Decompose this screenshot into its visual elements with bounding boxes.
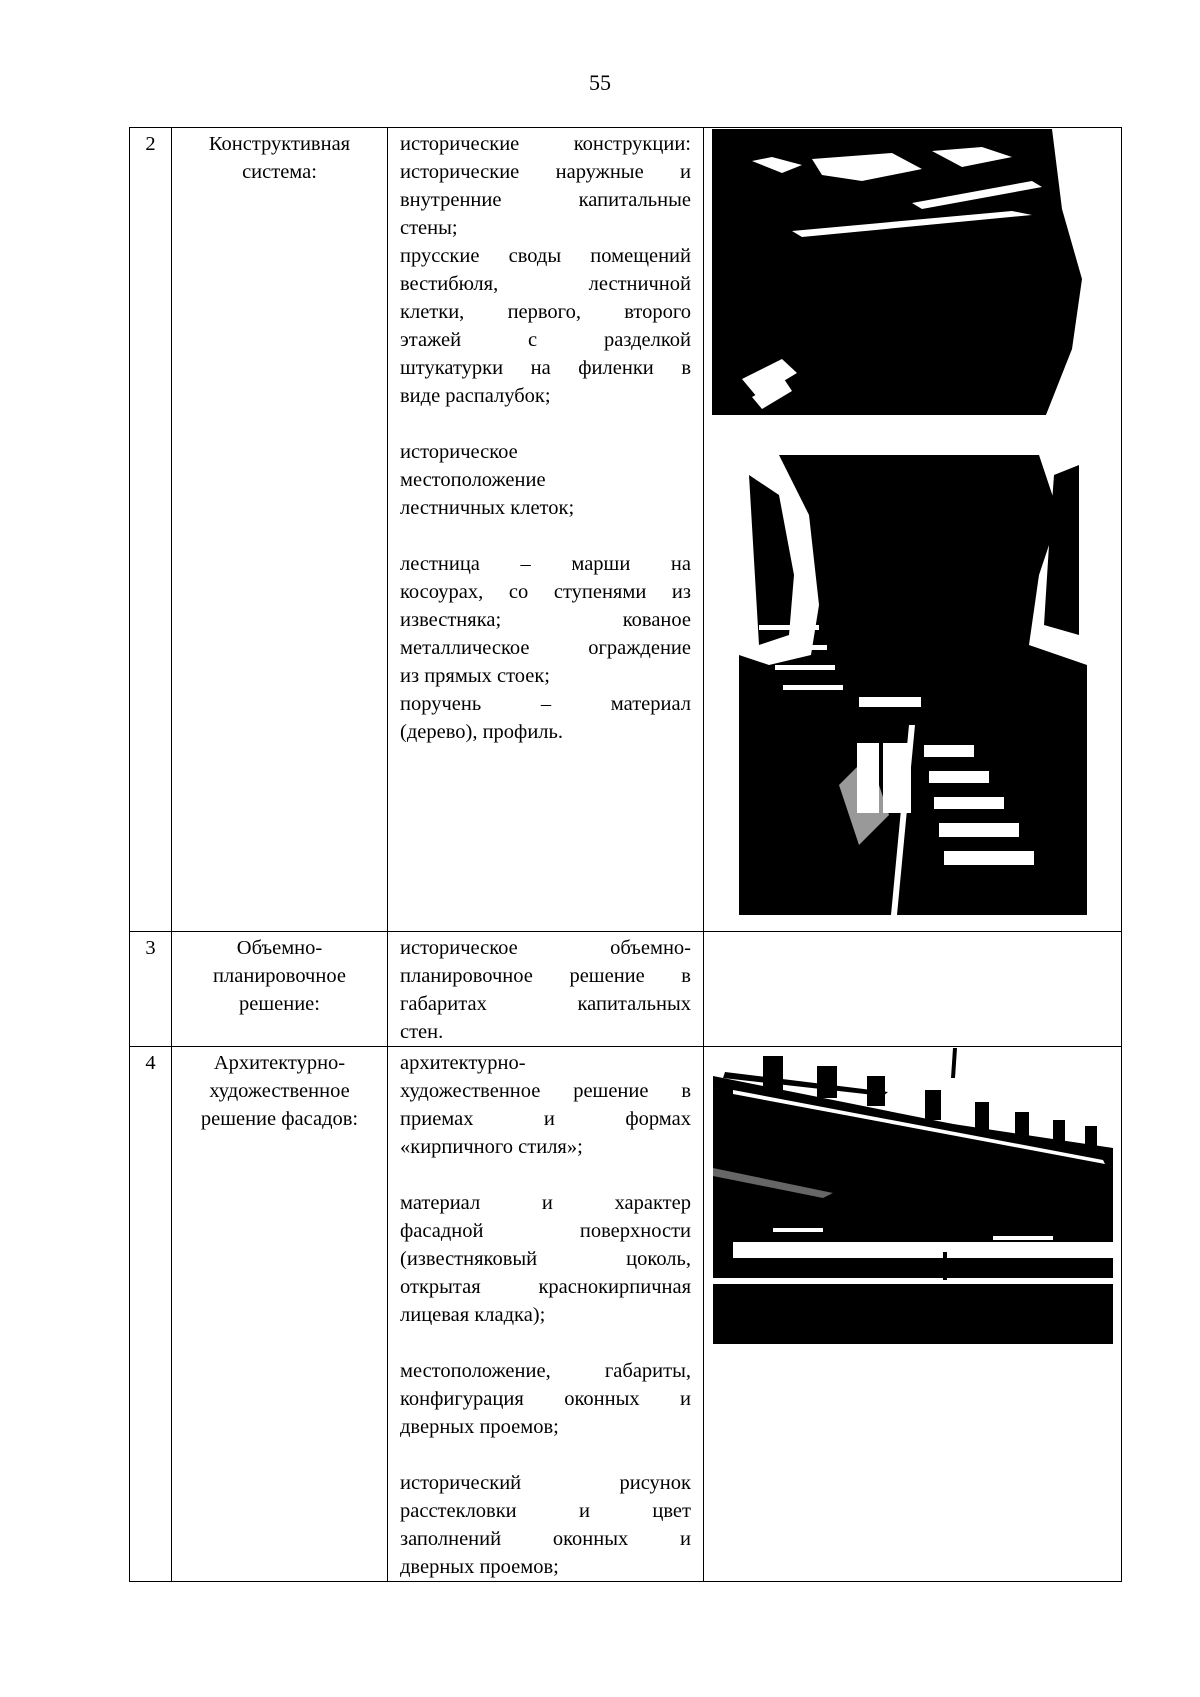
row-description [388,1047,704,1582]
row-subject-name: Архитектурно-художественное решение фасадов: [172,1047,388,1582]
paragraph: лестница – марши на косоурах, со ступенями из известняка; кованое металлическое ограждение из прямых стоек; поручень – материал (дерево), профиль. [400,553,691,743]
row-number: 4 [130,1047,172,1582]
paragraph: архитектурно- художественное решение в приемах и формах «кирпичного стиля»; [400,1052,691,1158]
page-number: 55 [589,70,611,95]
table-row [130,1047,1122,1582]
paragraph: местоположение, габариты, конфигурация оконных и дверных проемов; [400,1360,691,1438]
row-photos [704,128,1122,932]
table-row [130,128,1122,932]
protection-subjects-table [129,127,1122,1582]
paragraph: историческое объемно- планировочное решение в габаритах капитальных стен. [400,937,691,1043]
paragraph: исторические конструкции: исторические наружные и внутренние капитальные стены; прусские своды помещений вестибюля, лестничной клетки, первого, второго этажей с разделкой штукатурки на филенки в виде распалубок; [400,133,691,407]
row-description [388,932,704,1047]
paragraph: исторический рисунок расстекловки и цвет заполнений оконных и дверных проемов; [400,1472,691,1578]
paragraph: историческое местоположение лестничных клеток; [400,441,575,519]
row-subject-name: Конструктивная система: [172,128,388,932]
row-photos [704,1047,1122,1582]
row-photos-empty [704,932,1122,1047]
paragraph: материал и характер фасадной поверхности (известняковый цоколь, открытая краснокирпичная лицевая кладка); [400,1192,691,1326]
row-description [388,128,704,932]
row-subject-name: Объемно-планировочное решение: [172,932,388,1047]
staircase-photo [739,455,1087,915]
vault-ceiling-photo [712,129,1110,425]
facade-photo [713,1048,1113,1344]
table-row [130,932,1122,1047]
row-number: 3 [130,932,172,1047]
row-number: 2 [130,128,172,932]
